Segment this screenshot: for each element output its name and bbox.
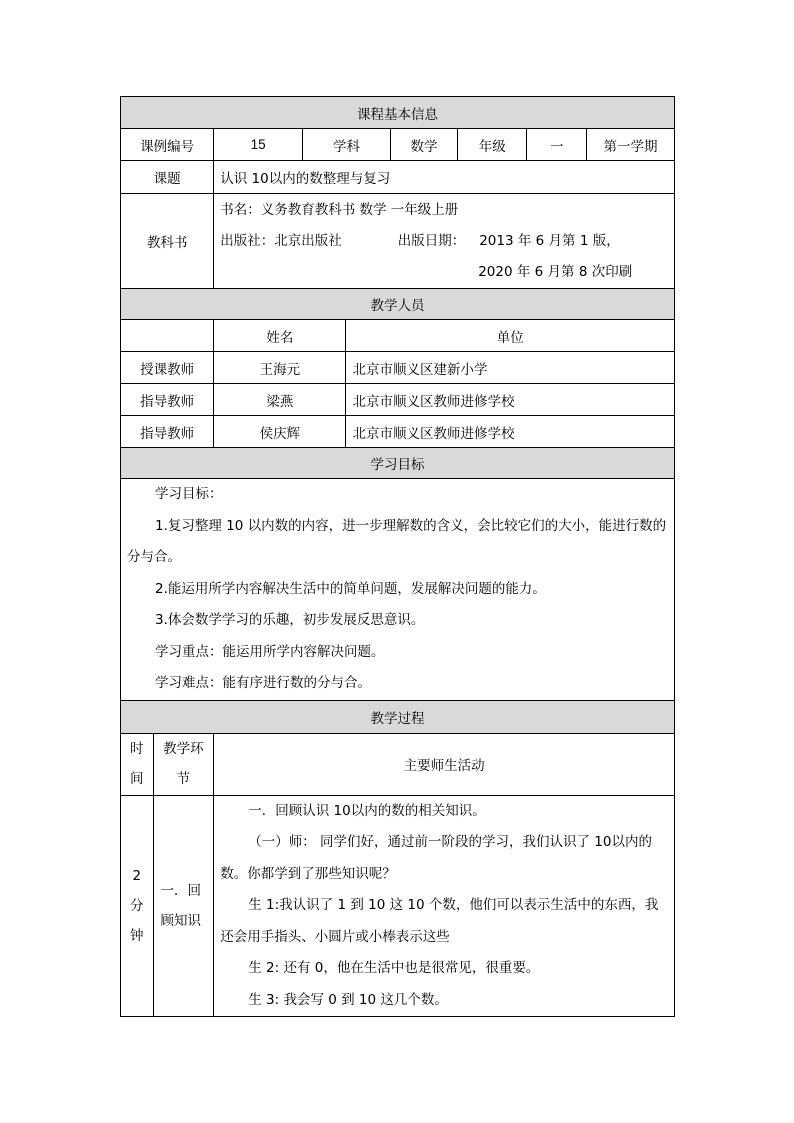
table-row	[121, 795, 675, 1017]
goals-body	[121, 479, 675, 701]
staff-name: 梁燕	[214, 384, 346, 416]
term-value: 第一学期	[603, 138, 658, 155]
section-header-goals: 学习目标	[121, 448, 675, 479]
goal-item: 3.体会数学学习的乐趣，初步发展反思意识。	[155, 612, 425, 628]
staff-unit: 北京市顺义区建新小学	[346, 352, 675, 384]
staff-col-unit: 单位	[346, 320, 675, 352]
process-col-stage: 教学环节	[153, 733, 214, 795]
goals-difficulty: 学习难点：能有序进行数的分与合。	[155, 675, 371, 691]
case-no-label: 课例编号	[121, 129, 214, 161]
pub-date-label: 出版日期：	[397, 233, 466, 249]
staff-role: 指导教师	[121, 416, 214, 448]
goals-key-point: 学习重点：能运用所学内容解决问题。	[155, 643, 385, 660]
goals-heading: 学习目标：	[155, 486, 223, 502]
process-time: 2分钟	[121, 795, 154, 1017]
textbook-label: 教科书	[121, 194, 214, 289]
process-activity	[214, 795, 675, 1017]
case-no-value: 15	[214, 129, 303, 161]
goal-item: 2.能运用所学内容解决生活中的简单问题，发展解决问题的能力。	[155, 580, 546, 597]
subject-value: 数学	[390, 129, 457, 161]
pub-date-2: 2020 年 6 月第 8 次印刷	[478, 264, 633, 280]
textbook-name: 书名：义务教育教科书 数学 一年级上册	[220, 202, 459, 218]
textbook-publisher-line	[220, 226, 674, 257]
activity-line: 一．回顾认识 10以内的数的相关知识。	[248, 802, 486, 819]
textbook-info	[214, 194, 675, 289]
staff-name: 侯庆辉	[214, 416, 346, 448]
activity-line: （一）师： 同学们好，通过前一阶段的学习，我们认识了 10以内的数。你都学到了那些知识呢？	[220, 834, 652, 882]
grade-value-text: 一	[550, 138, 564, 155]
topic-value: 认识 10以内的数整理与复习	[214, 161, 675, 194]
activity-line: 生 1:我认识了 1 到 10 这 10 个数，他们可以表示生活中的东西，我还会用手指头、小圆片或小棒表示这些	[220, 897, 659, 945]
pub-date-1: 2013 年 6 月第 1 版，	[479, 233, 620, 249]
process-col-time: 时间	[121, 733, 154, 795]
lesson-plan-table	[120, 96, 675, 1017]
staff-unit: 北京市顺义区教师进修学校	[346, 416, 675, 448]
textbook-publisher: 出版社：北京出版社	[220, 233, 342, 249]
grade-value	[527, 129, 587, 161]
staff-col-name: 姓名	[214, 320, 346, 352]
table-row	[121, 416, 675, 448]
process-stage: 一．回顾知识	[153, 795, 214, 1017]
activity-line: 生 2: 还有 0，他在生活中也是很常见，很重要。	[248, 960, 540, 976]
term-cell	[587, 129, 675, 161]
staff-role: 指导教师	[121, 384, 214, 416]
section-header-process: 教学过程	[121, 700, 675, 733]
section-header-basic-info: 课程基本信息	[121, 97, 675, 129]
table-row	[121, 384, 675, 416]
staff-unit: 北京市顺义区教师进修学校	[346, 384, 675, 416]
section-header-staff: 教学人员	[121, 289, 675, 320]
table-row	[121, 352, 675, 384]
staff-name: 王海元	[214, 352, 346, 384]
topic-label: 课题	[121, 161, 214, 194]
goal-item: 1.复习整理 10 以内数的内容，进一步理解数的含义，会比较它们的大小，能进行数的分与合。	[127, 517, 667, 565]
grade-label: 年级	[458, 129, 527, 161]
staff-header-blank	[121, 320, 214, 352]
activity-line: 生 3: 我会写 0 到 10 这几个数。	[248, 991, 448, 1008]
subject-label: 学科	[303, 129, 391, 161]
process-col-activity: 主要师生活动	[214, 733, 675, 795]
staff-role: 授课教师	[121, 352, 214, 384]
